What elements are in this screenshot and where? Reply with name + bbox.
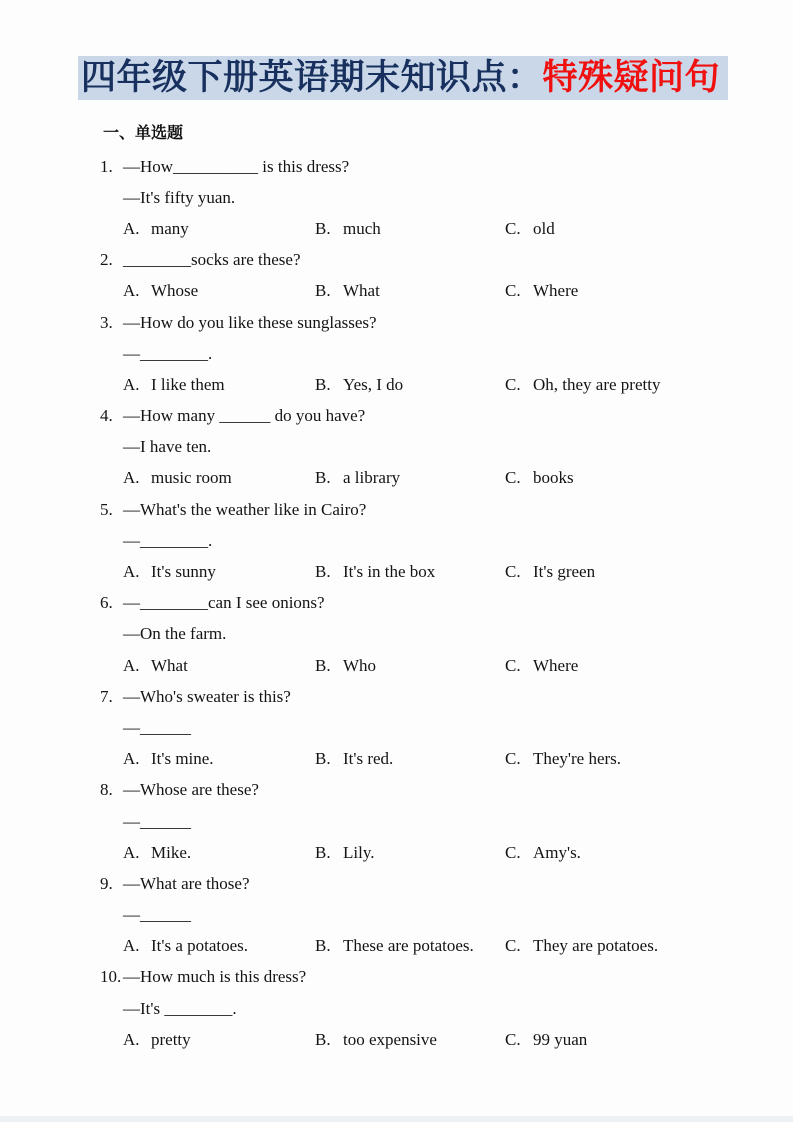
option-letter: C. [505,374,521,394]
option-text: Who [343,655,377,675]
option-a [123,656,188,676]
option-letter: A. [123,842,140,862]
option-c [505,936,658,956]
question-number: 1. [100,156,113,176]
option-text: 99 yuan [533,1029,588,1049]
question-list [0,151,793,1055]
option-letter: B. [315,374,331,394]
option-letter: B. [315,562,331,582]
question-block-2 [0,245,793,307]
option-text: Whose [151,281,199,301]
option-text: What [151,655,188,675]
option-a [123,1030,191,1050]
option-text: Yes, I do [343,374,404,394]
option-text: It's red. [343,749,394,769]
option-text: books [533,468,574,488]
question-prompt [0,307,793,338]
option-letter: B. [315,936,331,956]
question-options [0,276,793,307]
option-a [123,936,248,956]
option-letter: B. [315,655,331,675]
option-text: old [533,218,555,238]
question-block-7 [0,681,793,775]
question-options [0,1024,793,1055]
question-options [0,213,793,244]
option-c [505,281,578,301]
option-letter: B. [315,468,331,488]
option-b [315,468,400,488]
question-prompt [0,588,793,619]
question-block-6 [0,588,793,682]
question-prompt [0,151,793,182]
option-letter: B. [315,749,331,769]
option-letter: B. [315,218,331,238]
page-title [78,56,728,100]
question-options [0,556,793,587]
question-block-1 [0,151,793,245]
option-a [123,562,216,582]
option-letter: A. [123,218,140,238]
question-text: —Who's sweater is this? [123,686,291,706]
option-text: Amy's. [533,842,581,862]
option-a [123,219,189,239]
option-text: It's in the box [343,562,436,582]
option-a [123,749,214,769]
question-number: 8. [100,780,113,800]
option-letter: C. [505,468,521,488]
question-number: 9. [100,873,113,893]
question-answer: —________. [123,343,213,363]
question-prompt [0,681,793,712]
question-block-10 [0,962,793,1056]
question-block-8 [0,775,793,869]
question-options [0,837,793,868]
option-letter: C. [505,842,521,862]
option-text: It's sunny [151,562,216,582]
question-answer: —______ [123,717,191,737]
option-text: a library [343,468,401,488]
option-a [123,843,191,863]
option-letter: C. [505,281,521,301]
question-block-9 [0,868,793,962]
question-prompt [0,245,793,276]
question-number: 3. [100,312,113,332]
option-letter: C. [505,1029,521,1049]
option-letter: A. [123,936,140,956]
option-text: Where [533,281,579,301]
option-text: These are potatoes. [343,936,474,956]
option-b [315,936,474,956]
question-prompt [0,962,793,993]
page-bottom-edge [0,1116,793,1122]
question-options [0,931,793,962]
option-a [123,375,225,395]
question-options [0,744,793,775]
question-options [0,369,793,400]
question-number: 10. [100,967,122,987]
question-options [0,463,793,494]
question-answer: —It's ________. [123,998,237,1018]
option-letter: C. [505,562,521,582]
option-c [505,375,660,395]
question-block-4 [0,401,793,495]
option-c [505,656,578,676]
question-prompt [0,494,793,525]
option-c [505,1030,587,1050]
question-prompt [0,401,793,432]
option-letter: B. [315,281,331,301]
option-b [315,1030,437,1050]
option-text: It's a potatoes. [151,936,249,956]
option-text: too expensive [343,1029,437,1049]
option-b [315,749,393,769]
option-text: Where [533,655,579,675]
option-text: Oh, they are pretty [533,374,661,394]
option-letter: B. [315,842,331,862]
question-answer: —______ [123,905,191,925]
option-text: much [343,218,381,238]
option-text: What [343,281,380,301]
question-answer: —On the farm. [123,624,227,644]
option-b [315,656,376,676]
question-number: 6. [100,593,113,613]
question-answer: —______ [123,811,191,831]
option-letter: A. [123,655,140,675]
option-text: I like them [151,374,225,394]
question-answer: —I have ten. [123,437,212,457]
question-text: —How do you like these sunglasses? [123,312,377,332]
question-text: —How much is this dress? [123,967,307,987]
option-letter: C. [505,936,521,956]
option-text: pretty [151,1029,191,1049]
question-answer: —It's fifty yuan. [123,187,236,207]
question-block-3 [0,307,793,401]
option-c [505,843,581,863]
option-letter: C. [505,749,521,769]
option-letter: A. [123,468,140,488]
option-c [505,749,621,769]
option-text: Lily. [343,842,375,862]
option-letter: B. [315,1029,331,1049]
option-text: many [151,218,189,238]
option-letter: A. [123,281,140,301]
option-c [505,468,574,488]
option-b [315,219,381,239]
question-block-5 [0,494,793,588]
question-text: —What's the weather like in Cairo? [123,499,367,519]
question-number: 2. [100,250,113,270]
section-header: 一、单选题 [103,125,184,142]
question-options [0,650,793,681]
option-a [123,281,198,301]
option-text: They are potatoes. [533,936,659,956]
option-c [505,562,595,582]
question-prompt [0,868,793,899]
question-text: —What are those? [123,873,250,893]
option-b [315,375,403,395]
question-text: ________socks are these? [123,250,301,270]
page-title-main: 四年级下册英语期末知识点： [81,58,543,97]
question-number: 4. [100,406,113,426]
question-answer: —________. [123,530,213,550]
option-text: It's green [533,562,596,582]
question-text: —How many ______ do you have? [123,406,366,426]
option-letter: A. [123,562,140,582]
option-text: Mike. [151,842,192,862]
question-text: —How__________ is this dress? [123,156,350,176]
option-letter: C. [505,655,521,675]
option-text: music room [151,468,232,488]
option-text: They're hers. [533,749,622,769]
option-text: It's mine. [151,749,214,769]
option-letter: A. [123,749,140,769]
option-b [315,843,374,863]
question-prompt [0,775,793,806]
question-text: —________can I see onions? [123,593,325,613]
question-number: 7. [100,686,113,706]
page-title-accent: 特殊疑问句 [542,58,721,97]
question-text: —Whose are these? [123,780,259,800]
option-letter: A. [123,1029,140,1049]
option-b [315,281,380,301]
option-a [123,468,232,488]
option-letter: C. [505,218,521,238]
option-b [315,562,435,582]
question-number: 5. [100,499,113,519]
option-letter: A. [123,374,140,394]
option-c [505,219,555,239]
